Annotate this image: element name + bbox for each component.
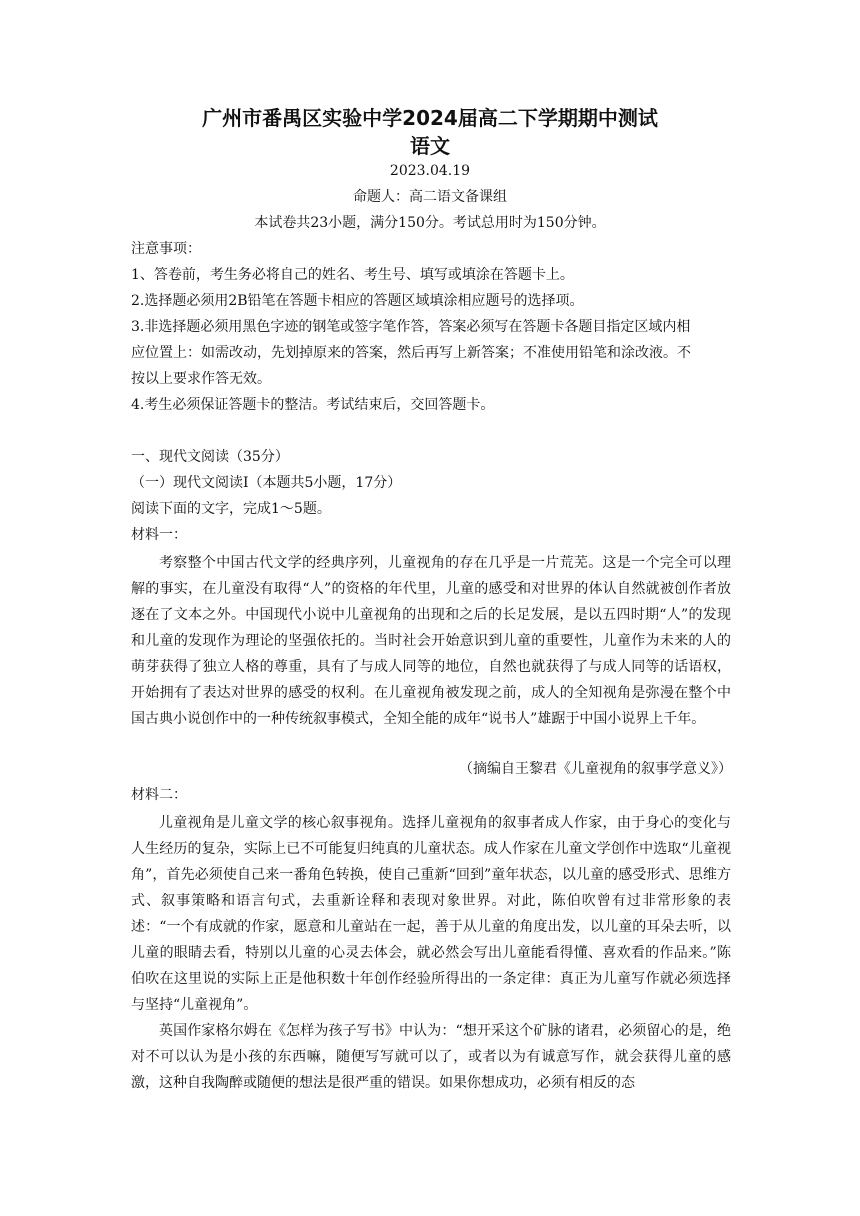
note-item-3-line-3: 按以上要求作答无效。 [131,371,271,387]
section-heading: 一、现代文阅读（35分） [131,449,289,465]
note-item-4: 4.考生必须保证答题卡的整洁。考试结束后，交回答题卡。 [131,397,495,413]
note-item-2: 2.选择题必须用2B铅笔在答题卡相应的答题区域填涂相应题号的选择项。 [131,293,584,309]
exam-date: 2023.04.19 [389,163,471,179]
material-2-paragraph-2: 英国作家格尔姆在《怎样为孩子写书》中认为：“想开采这个矿脉的诸君，必须留心的是，绝对不可以认为是小孩的东西嘛，随便写写就可以了，或者以为有诚意写作，就会获得儿童的感激，这种自我陶醉或随便的想法是很严重的错误。如果你想成功，必须有相反的态 [131,1023,731,1091]
exam-title: 广州市番禺区实验中学2024届高二下学期期中测试 [202,106,658,130]
note-item-1: 1、答卷前，考生务必将自己的姓名、考生号、填写或填涂在答题卡上。 [131,267,574,283]
material-2-paragraph-1: 儿童视角是儿童文学的核心叙事视角。选择儿童视角的叙事者成人作家，由于身心的变化与人生经历的复杂，实际上已不可能复归纯真的儿童状态。成人作家在儿童文学创作中选取“儿童视角”，首先必须使自己来一番角色转换，使自己重新“回到”童年状态，以儿童的感受形式、思维方式、叙事策略和语言句式，去重新诠释和表现对象世界。对此，陈伯吹曾有过非常形象的表述：“一个有成就的作家，愿意和儿童站在一起，善于从儿童的角度出发，以儿童的耳朵去听，以儿童的眼睛去看，特别以儿童的心灵去体会，就必然会写出儿童能看得懂、喜欢看的作品来。”陈伯吹在这里说的实际上正是他积数十年创作经验所得出的一条定律：真正为儿童写作就必须选择与坚持“儿童视角”。 [131,815,731,1013]
notes-heading: 注意事项： [131,241,201,257]
exam-author: 命题人：高二语文备课组 [353,189,507,205]
note-item-3-line-2: 应位置上：如需改动，先划掉原来的答案，然后再写上新答案；不准使用铅笔和涂改液。不 [131,345,691,361]
subsection-heading: （一）现代文阅读Ⅰ（本题共5小题，17分） [131,475,402,491]
material-1-text: 考察整个中国古代文学的经典序列，儿童视角的存在几乎是一片荒芜。这是一个完全可以理解的事实，在儿童没有取得“人”的资格的年代里，儿童的感受和对世界的体认自然就被创作者放逐在了文本之外。中国现代小说中儿童视角的出现和之后的长足发展，是以五四时期“人”的发现和儿童的发现作为理论的坚强依托的。当时社会开始意识到儿童的重要性，儿童作为未来的人的萌芽获得了独立人格的尊重，具有了与成人同等的地位，自然也就获得了与成人同等的话语权，开始拥有了表达对世界的感受的权利。在儿童视角被发现之前，成人的全知视角是弥漫在整个中国古典小说创作中的一种传统叙事模式，全知全能的成年“说书人”雄踞于中国小说界上千年。 [131,555,731,727]
reading-instruction: 阅读下面的文字，完成1～5题。 [131,501,331,517]
material-2-label: 材料二： [131,787,187,803]
material-1-source: （摘编自王黎君《儿童视角的叙事学意义》） [459,761,732,777]
material-1-label: 材料一： [131,527,187,543]
exam-info: 本试卷共23小题，满分150分。考试总用时为150分钟。 [254,215,606,231]
note-item-3-line-1: 3.非选择题必须用黑色字迹的钢笔或签字笔作答，答案必须写在答题卡各题目指定区域内相 [131,319,691,335]
subject-title: 语文 [410,134,450,158]
